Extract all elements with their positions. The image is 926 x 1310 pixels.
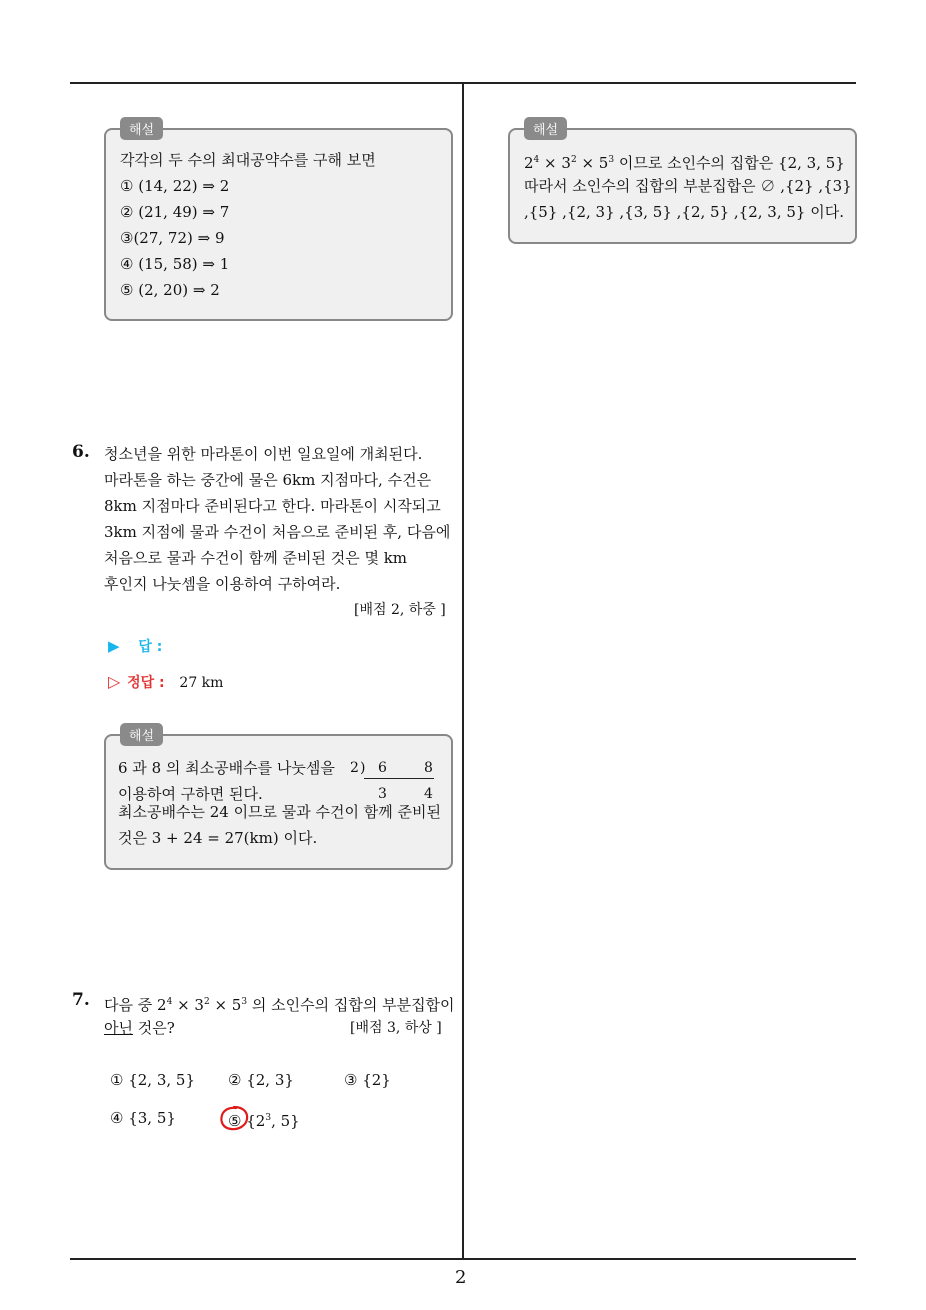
question-text: 아닌 것은? [104, 1019, 175, 1037]
division-top-value: 6 [378, 760, 387, 776]
solution-box-right [508, 128, 857, 244]
choice-1[interactable]: ① {2, 3, 5} [110, 1071, 196, 1089]
question-text: 마라톤을 하는 중간에 물은 6km 지점마다, 수건은 [104, 471, 432, 489]
division-divisor: 2 [350, 760, 359, 776]
choice-5-number: ⑤ [228, 1112, 242, 1130]
column-divider [462, 84, 464, 1258]
choice-3[interactable]: ③ {2} [344, 1071, 391, 1089]
question-text: 처음으로 물과 수건이 함께 준비된 것은 몇 km [104, 549, 408, 567]
points-label: [배점 2, 하중 ] [354, 602, 446, 618]
solution-line: 따라서 소인수의 집합의 부분집합은 ∅ ,{2} ,{3} [524, 177, 852, 195]
correct-answer-row [108, 672, 223, 693]
question-text: 청소년을 위한 마라톤이 이번 일요일에 개최된다. [104, 445, 423, 463]
page-number: 2 [455, 1267, 467, 1288]
choice-4[interactable]: ④ {3, 5} [110, 1109, 176, 1127]
solution-line: 각각의 두 수의 최대공약수를 구해 보면 [120, 151, 376, 169]
solution-line: $2^4 \times 3^2 \times 5^3$ 이므로 소인수의 집합은 {2, 3, 5} [524, 154, 845, 172]
solution-box-1 [104, 128, 453, 321]
answer-row [108, 636, 162, 657]
solution-line: ① (14, 22) ⇒ 2 [120, 177, 230, 195]
selected-answer-circle-icon [218, 1104, 250, 1132]
solution-line: ,{5} ,{2, 3} ,{3, 5} ,{2, 5} ,{2, 3, 5} 이다. [524, 203, 844, 221]
question-text: 후인지 나눗셈을 이용하여 구하여라. [104, 575, 341, 593]
solution-line: 6 과 8 의 최소공배수를 나눗셈을 [118, 759, 335, 777]
division-bottom-value: 4 [424, 786, 433, 802]
choice-5[interactable]: ⑤ {$2^3$, 5} [228, 1112, 300, 1130]
solution-line: 이용하여 구하면 된다. [118, 785, 263, 803]
solution-line: 것은 3 + 24 = 27(km) 이다. [118, 829, 318, 847]
bottom-rule [70, 1258, 856, 1260]
division-bottom-value: 3 [378, 786, 387, 802]
question-text: 3km 지점에 물과 수건이 처음으로 준비된 후, 다음에 [104, 523, 451, 541]
division-diagram [350, 760, 438, 804]
play-outline-icon: ▷ [108, 672, 121, 691]
solution-line: ③(27, 72) ⇒ 9 [120, 229, 225, 247]
question-text: 다음 중 $2^4 \times 3^2 \times 5^3$ 의 소인수의 집합의 부분집합이 [104, 996, 455, 1014]
points-label: [배점 3, 하상 ] [350, 1020, 442, 1036]
solution-line: ⑤ (2, 20) ⇒ 2 [120, 281, 220, 299]
solution-tag: 해설 [120, 117, 163, 140]
division-bracket-icon: ) [360, 760, 366, 776]
solution-tag: 해설 [120, 723, 163, 746]
question-number-6: 6. [72, 442, 90, 462]
division-underline [364, 778, 434, 779]
question-text: 8km 지점마다 준비된다고 한다. 마라톤이 시작되고 [104, 497, 441, 515]
answer-label: 답 : [138, 639, 163, 655]
solution-line: 최소공배수는 24 이므로 물과 수건이 함께 준비된 [118, 803, 442, 821]
choice-2[interactable]: ② {2, 3} [228, 1071, 294, 1089]
division-top-value: 8 [424, 760, 433, 776]
correct-value: 27 km [179, 675, 224, 691]
solution-line: ④ (15, 58) ⇒ 1 [120, 255, 230, 273]
solution-tag: 해설 [524, 117, 567, 140]
correct-label: 정답 : [127, 675, 165, 691]
solution-line: ② (21, 49) ⇒ 7 [120, 203, 230, 221]
play-icon: ▶ [108, 637, 120, 655]
underlined-word: 아닌 [104, 1019, 133, 1037]
solution-box-2 [104, 734, 453, 870]
question-number-7: 7. [72, 990, 90, 1010]
